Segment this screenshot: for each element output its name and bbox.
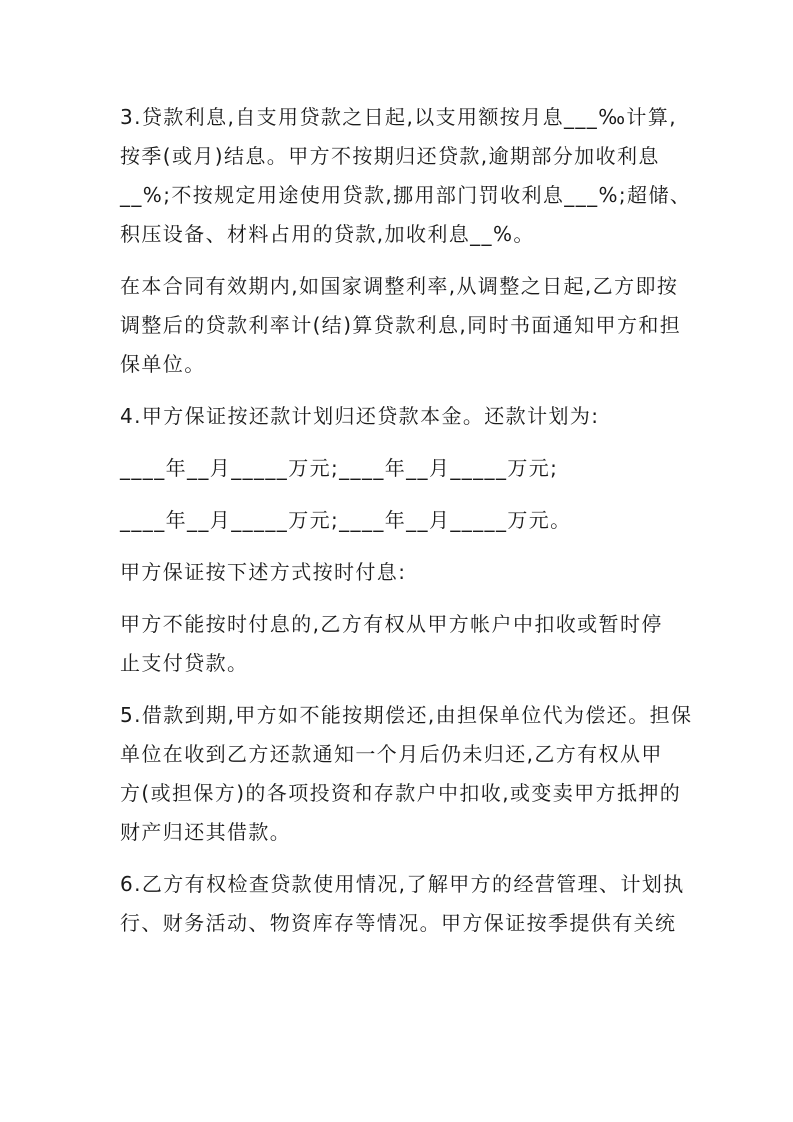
text-line: 甲方保证按下述方式按时付息: bbox=[120, 560, 407, 584]
text-line: 在本合同有效期内,如国家调整利率,从调整之日起,乙方即按 bbox=[120, 274, 679, 298]
paragraph-plan-row-1 bbox=[120, 449, 680, 488]
text-line: 财产归还其借款。 bbox=[120, 820, 292, 844]
text-line: 积压设备、材料占用的贷款,加收利息__%。 bbox=[120, 222, 535, 246]
text-line: 止支付贷款。 bbox=[120, 651, 249, 675]
text-line: 方(或担保方)的各项投资和存款户中扣收,或变卖甲方抵押的 bbox=[120, 781, 682, 805]
text-line: ____年__月_____万元;____年__月_____万元。 bbox=[120, 508, 572, 532]
paragraph-interest-terms bbox=[120, 98, 692, 254]
text-line: 6.乙方有权检查贷款使用情况,了解甲方的经营管理、计划执 bbox=[120, 872, 685, 896]
text-line: __%;不按规定用途使用贷款,挪用部门罚收利息___%;超储、 bbox=[120, 183, 692, 207]
paragraph-late-interest bbox=[120, 605, 680, 683]
text-line: 单位在收到乙方还款通知一个月后仍未归还,乙方有权从甲 bbox=[120, 742, 663, 766]
text-line: 保单位。 bbox=[120, 352, 206, 376]
text-line: 调整后的贷款利率计(结)算贷款利息,同时书面通知甲方和担 bbox=[120, 313, 682, 337]
text-line: 行、财务活动、物资库存等情况。甲方保证按季提供有关统 bbox=[120, 911, 677, 935]
text-line: 3.贷款利息,自支用贷款之日起,以支用额按月息___‰计算, bbox=[120, 105, 677, 129]
text-line: ____年__月_____万元;____年__月_____万元; bbox=[120, 456, 559, 480]
text-line: 5.借款到期,甲方如不能按期偿还,由担保单位代为偿还。担保 bbox=[120, 703, 693, 727]
paragraph-plan-row-2 bbox=[120, 501, 680, 540]
paragraph-repayment-plan bbox=[120, 397, 680, 436]
text-line: 4.甲方保证按还款计划归还贷款本金。还款计划为: bbox=[120, 404, 600, 428]
document-page bbox=[120, 98, 693, 956]
text-line: 甲方不能按时付息的,乙方有权从甲方帐户中扣收或暂时停 bbox=[120, 612, 663, 636]
paragraph-rate-adjustment bbox=[120, 267, 680, 384]
paragraph-interest-payment bbox=[120, 553, 680, 592]
paragraph-inspection-rights bbox=[120, 865, 685, 943]
text-line: 按季(或月)结息。甲方不按期归还贷款,逾期部分加收利息 bbox=[120, 144, 660, 168]
paragraph-maturity bbox=[120, 696, 693, 852]
